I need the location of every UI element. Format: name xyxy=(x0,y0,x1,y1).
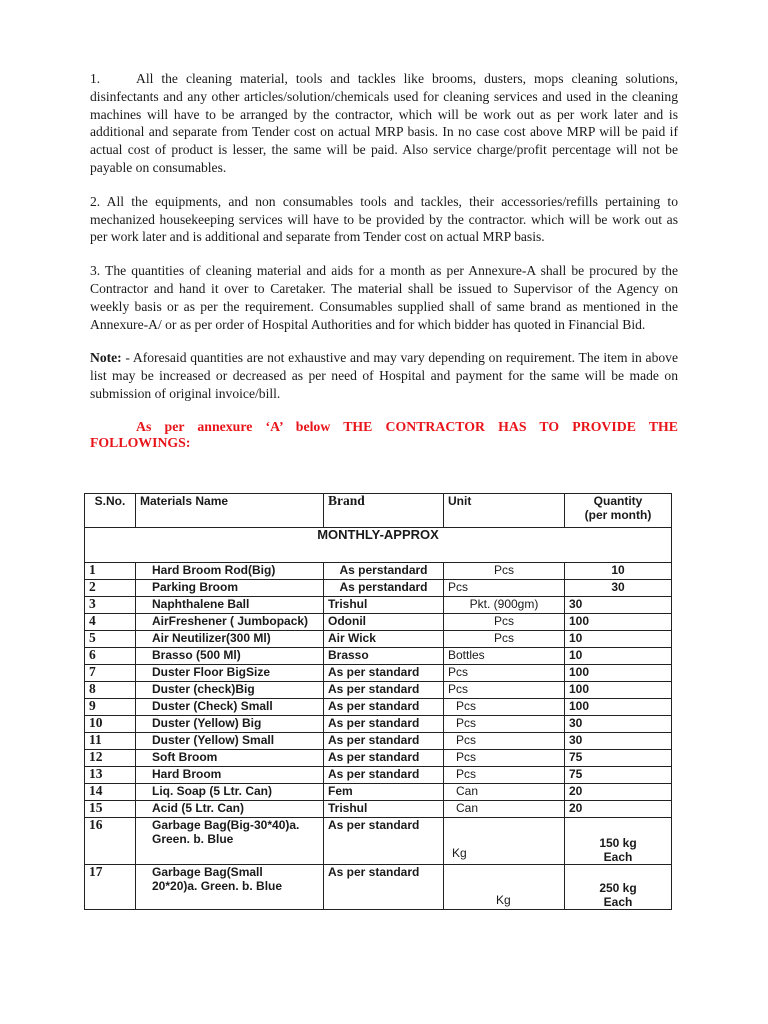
row-quantity: 20 xyxy=(565,801,672,818)
row-quantity: 100 xyxy=(565,614,672,631)
materials-table xyxy=(84,493,672,910)
table-row xyxy=(85,648,672,665)
row-material-name: Duster (Yellow) Small xyxy=(136,733,324,750)
paragraph-1 xyxy=(90,70,678,177)
table-row xyxy=(85,597,672,614)
row-sno: 12 xyxy=(85,750,136,767)
row-sno: 1 xyxy=(85,563,136,580)
row-unit: Pcs xyxy=(444,733,565,750)
table-row xyxy=(85,563,672,580)
row-quantity xyxy=(565,865,672,910)
row-unit: Pcs xyxy=(444,631,565,648)
header-quantity-line2: (per month) xyxy=(584,508,652,522)
section-row xyxy=(85,528,672,563)
row-unit: Kg xyxy=(444,865,565,910)
row-brand: Trishul xyxy=(324,597,444,614)
row-unit: Kg xyxy=(444,818,565,865)
row-quantity: 10 xyxy=(565,631,672,648)
row-material-name: Acid (5 Ltr. Can) xyxy=(136,801,324,818)
row-brand: As per standard xyxy=(324,865,444,910)
row-brand: As perstandard xyxy=(324,580,444,597)
row-material-name: Soft Broom xyxy=(136,750,324,767)
row-material-name: Duster (check)Big xyxy=(136,682,324,699)
paragraph-2: 2. All the equipments, and non consumables tools and tackles, their accessories/refills pertaining to mechanized housekeeping services will have to be provided by the contractor. which will be work out as per work later and is additional and separate from Tender cost on actual MRP basis. xyxy=(90,193,678,245)
paragraph-1-number: 1. xyxy=(90,71,101,86)
row-unit: Pcs xyxy=(444,682,565,699)
row-sno: 7 xyxy=(85,665,136,682)
table-row xyxy=(85,682,672,699)
row-unit: Pcs xyxy=(444,750,565,767)
row-material-name: Parking Broom xyxy=(136,580,324,597)
row-unit: Pcs xyxy=(444,716,565,733)
document-body xyxy=(90,70,678,451)
header-quantity xyxy=(565,494,672,528)
row-sno: 14 xyxy=(85,784,136,801)
row-quantity: 100 xyxy=(565,682,672,699)
header-brand: Brand xyxy=(324,494,444,528)
row-unit: Pcs xyxy=(444,614,565,631)
row-quantity-line2: Each xyxy=(603,895,633,909)
row-quantity: 100 xyxy=(565,665,672,682)
row-sno: 8 xyxy=(85,682,136,699)
row-quantity: 75 xyxy=(565,767,672,784)
row-material-name: Air Neutilizer(300 Ml) xyxy=(136,631,324,648)
header-unit: Unit xyxy=(444,494,565,528)
row-material-name-line1: Garbage Bag(Small xyxy=(152,865,263,879)
row-material-name: Naphthalene Ball xyxy=(136,597,324,614)
row-quantity: 10 xyxy=(565,648,672,665)
row-brand: As per standard xyxy=(324,716,444,733)
row-quantity: 20 xyxy=(565,784,672,801)
table-row xyxy=(85,699,672,716)
row-unit: Can xyxy=(444,784,565,801)
row-brand: Trishul xyxy=(324,801,444,818)
table-row xyxy=(85,665,672,682)
table-row xyxy=(85,865,672,910)
table-row xyxy=(85,631,672,648)
row-material-name: Hard Broom xyxy=(136,767,324,784)
row-brand: As per standard xyxy=(324,682,444,699)
row-quantity-line1: 150 kg xyxy=(599,836,637,850)
row-brand: As per standard xyxy=(324,665,444,682)
row-unit: Pcs xyxy=(444,699,565,716)
row-sno: 3 xyxy=(85,597,136,614)
row-quantity: 10 xyxy=(565,563,672,580)
row-material-name: AirFreshener ( Jumbopack) xyxy=(136,614,324,631)
row-quantity: 30 xyxy=(565,733,672,750)
table-row xyxy=(85,784,672,801)
row-sno: 2 xyxy=(85,580,136,597)
row-material-name: Liq. Soap (5 Ltr. Can) xyxy=(136,784,324,801)
row-sno: 13 xyxy=(85,767,136,784)
row-brand: As per standard xyxy=(324,767,444,784)
table-row xyxy=(85,801,672,818)
row-quantity-line2: Each xyxy=(603,850,633,864)
note-label: Note: xyxy=(90,350,122,366)
row-unit: Pcs xyxy=(444,563,565,580)
header-quantity-line1: Quantity xyxy=(593,494,643,508)
row-material-name: Hard Broom Rod(Big) xyxy=(136,563,324,580)
row-quantity-line1: 250 kg xyxy=(599,881,637,895)
row-unit: Pcs xyxy=(444,580,565,597)
row-material-name: Duster Floor BigSize xyxy=(136,665,324,682)
table-row xyxy=(85,716,672,733)
header-materials-name: Materials Name xyxy=(136,494,324,528)
row-unit: Pcs xyxy=(444,767,565,784)
table-row xyxy=(85,750,672,767)
row-material-name-line2: Green. b. Blue xyxy=(152,832,234,846)
row-material-name: Duster (Check) Small xyxy=(136,699,324,716)
table-header-row xyxy=(85,494,672,528)
table-row xyxy=(85,767,672,784)
row-material-name xyxy=(136,818,324,865)
row-quantity: 100 xyxy=(565,699,672,716)
table-row xyxy=(85,733,672,750)
row-quantity: 30 xyxy=(565,580,672,597)
paragraph-1-text: All the cleaning material, tools and tackles like brooms, dusters, mops cleaning solutions, disinfectants and any other articles/solution/chemicals used for cleaning services and used in the cleaning machines will have to be arranged by the contractor, which will be work out as per work later and is additional and separate from Tender cost on actual MRP basis. In no case cost above MRP will be paid if actual cost of product is lesser, the same will be paid. Also service charge/profit percentage will not be payable on consumables. xyxy=(90,71,678,175)
row-sno: 11 xyxy=(85,733,136,750)
row-unit: Pcs xyxy=(444,665,565,682)
row-brand: Fem xyxy=(324,784,444,801)
row-material-name xyxy=(136,865,324,910)
row-material-name: Duster (Yellow) Big xyxy=(136,716,324,733)
row-brand: As per standard xyxy=(324,699,444,716)
row-brand: Air Wick xyxy=(324,631,444,648)
row-brand: As per standard xyxy=(324,733,444,750)
row-material-name: Brasso (500 Ml) xyxy=(136,648,324,665)
table-row xyxy=(85,818,672,865)
row-sno: 16 xyxy=(85,818,136,865)
note-text: - Aforesaid quantities are not exhaustive and may vary depending on requirement. The item in above list may be increased or decreased as per need of Hospital and payment for the same will be made on submission of original invoice/bill. xyxy=(90,350,678,401)
section-title: MONTHLY-APPROX xyxy=(85,528,672,563)
row-sno: 17 xyxy=(85,865,136,910)
row-material-name-line1: Garbage Bag(Big-30*40)a. xyxy=(152,818,300,832)
row-quantity: 75 xyxy=(565,750,672,767)
row-sno: 5 xyxy=(85,631,136,648)
paragraph-3: 3. The quantities of cleaning material and aids for a month as per Annexure-A shall be procured by the Contractor and hand it over to Caretaker. The material shall be issued to Supervisor of the Agency on weekly basis or as per the requirement. Consumables supplied shall of same brand as mentioned in the Annexure-A/ or as per order of Hospital Authorities and for which bidder has quoted in Financial Bid. xyxy=(90,263,678,332)
row-sno: 15 xyxy=(85,801,136,818)
row-unit: Bottles xyxy=(444,648,565,665)
row-sno: 9 xyxy=(85,699,136,716)
row-sno: 4 xyxy=(85,614,136,631)
header-sno: S.No. xyxy=(85,494,136,528)
row-sno: 10 xyxy=(85,716,136,733)
table-row xyxy=(85,580,672,597)
row-brand: Brasso xyxy=(324,648,444,665)
row-quantity: 30 xyxy=(565,716,672,733)
row-unit: Pkt. (900gm) xyxy=(444,597,565,614)
annexure-heading: As per annexure ‘A’ below THE CONTRACTOR HAS TO PROVIDE THE FOLLOWINGS: xyxy=(90,418,678,450)
row-brand: As perstandard xyxy=(324,563,444,580)
row-material-name-line2: 20*20)a. Green. b. Blue xyxy=(152,879,283,893)
row-brand: Odonil xyxy=(324,614,444,631)
note-paragraph xyxy=(90,349,678,402)
row-unit: Can xyxy=(444,801,565,818)
row-brand: As per standard xyxy=(324,750,444,767)
row-brand: As per standard xyxy=(324,818,444,865)
row-sno: 6 xyxy=(85,648,136,665)
row-quantity xyxy=(565,818,672,865)
row-quantity: 30 xyxy=(565,597,672,614)
table-body xyxy=(85,563,672,910)
table-row xyxy=(85,614,672,631)
